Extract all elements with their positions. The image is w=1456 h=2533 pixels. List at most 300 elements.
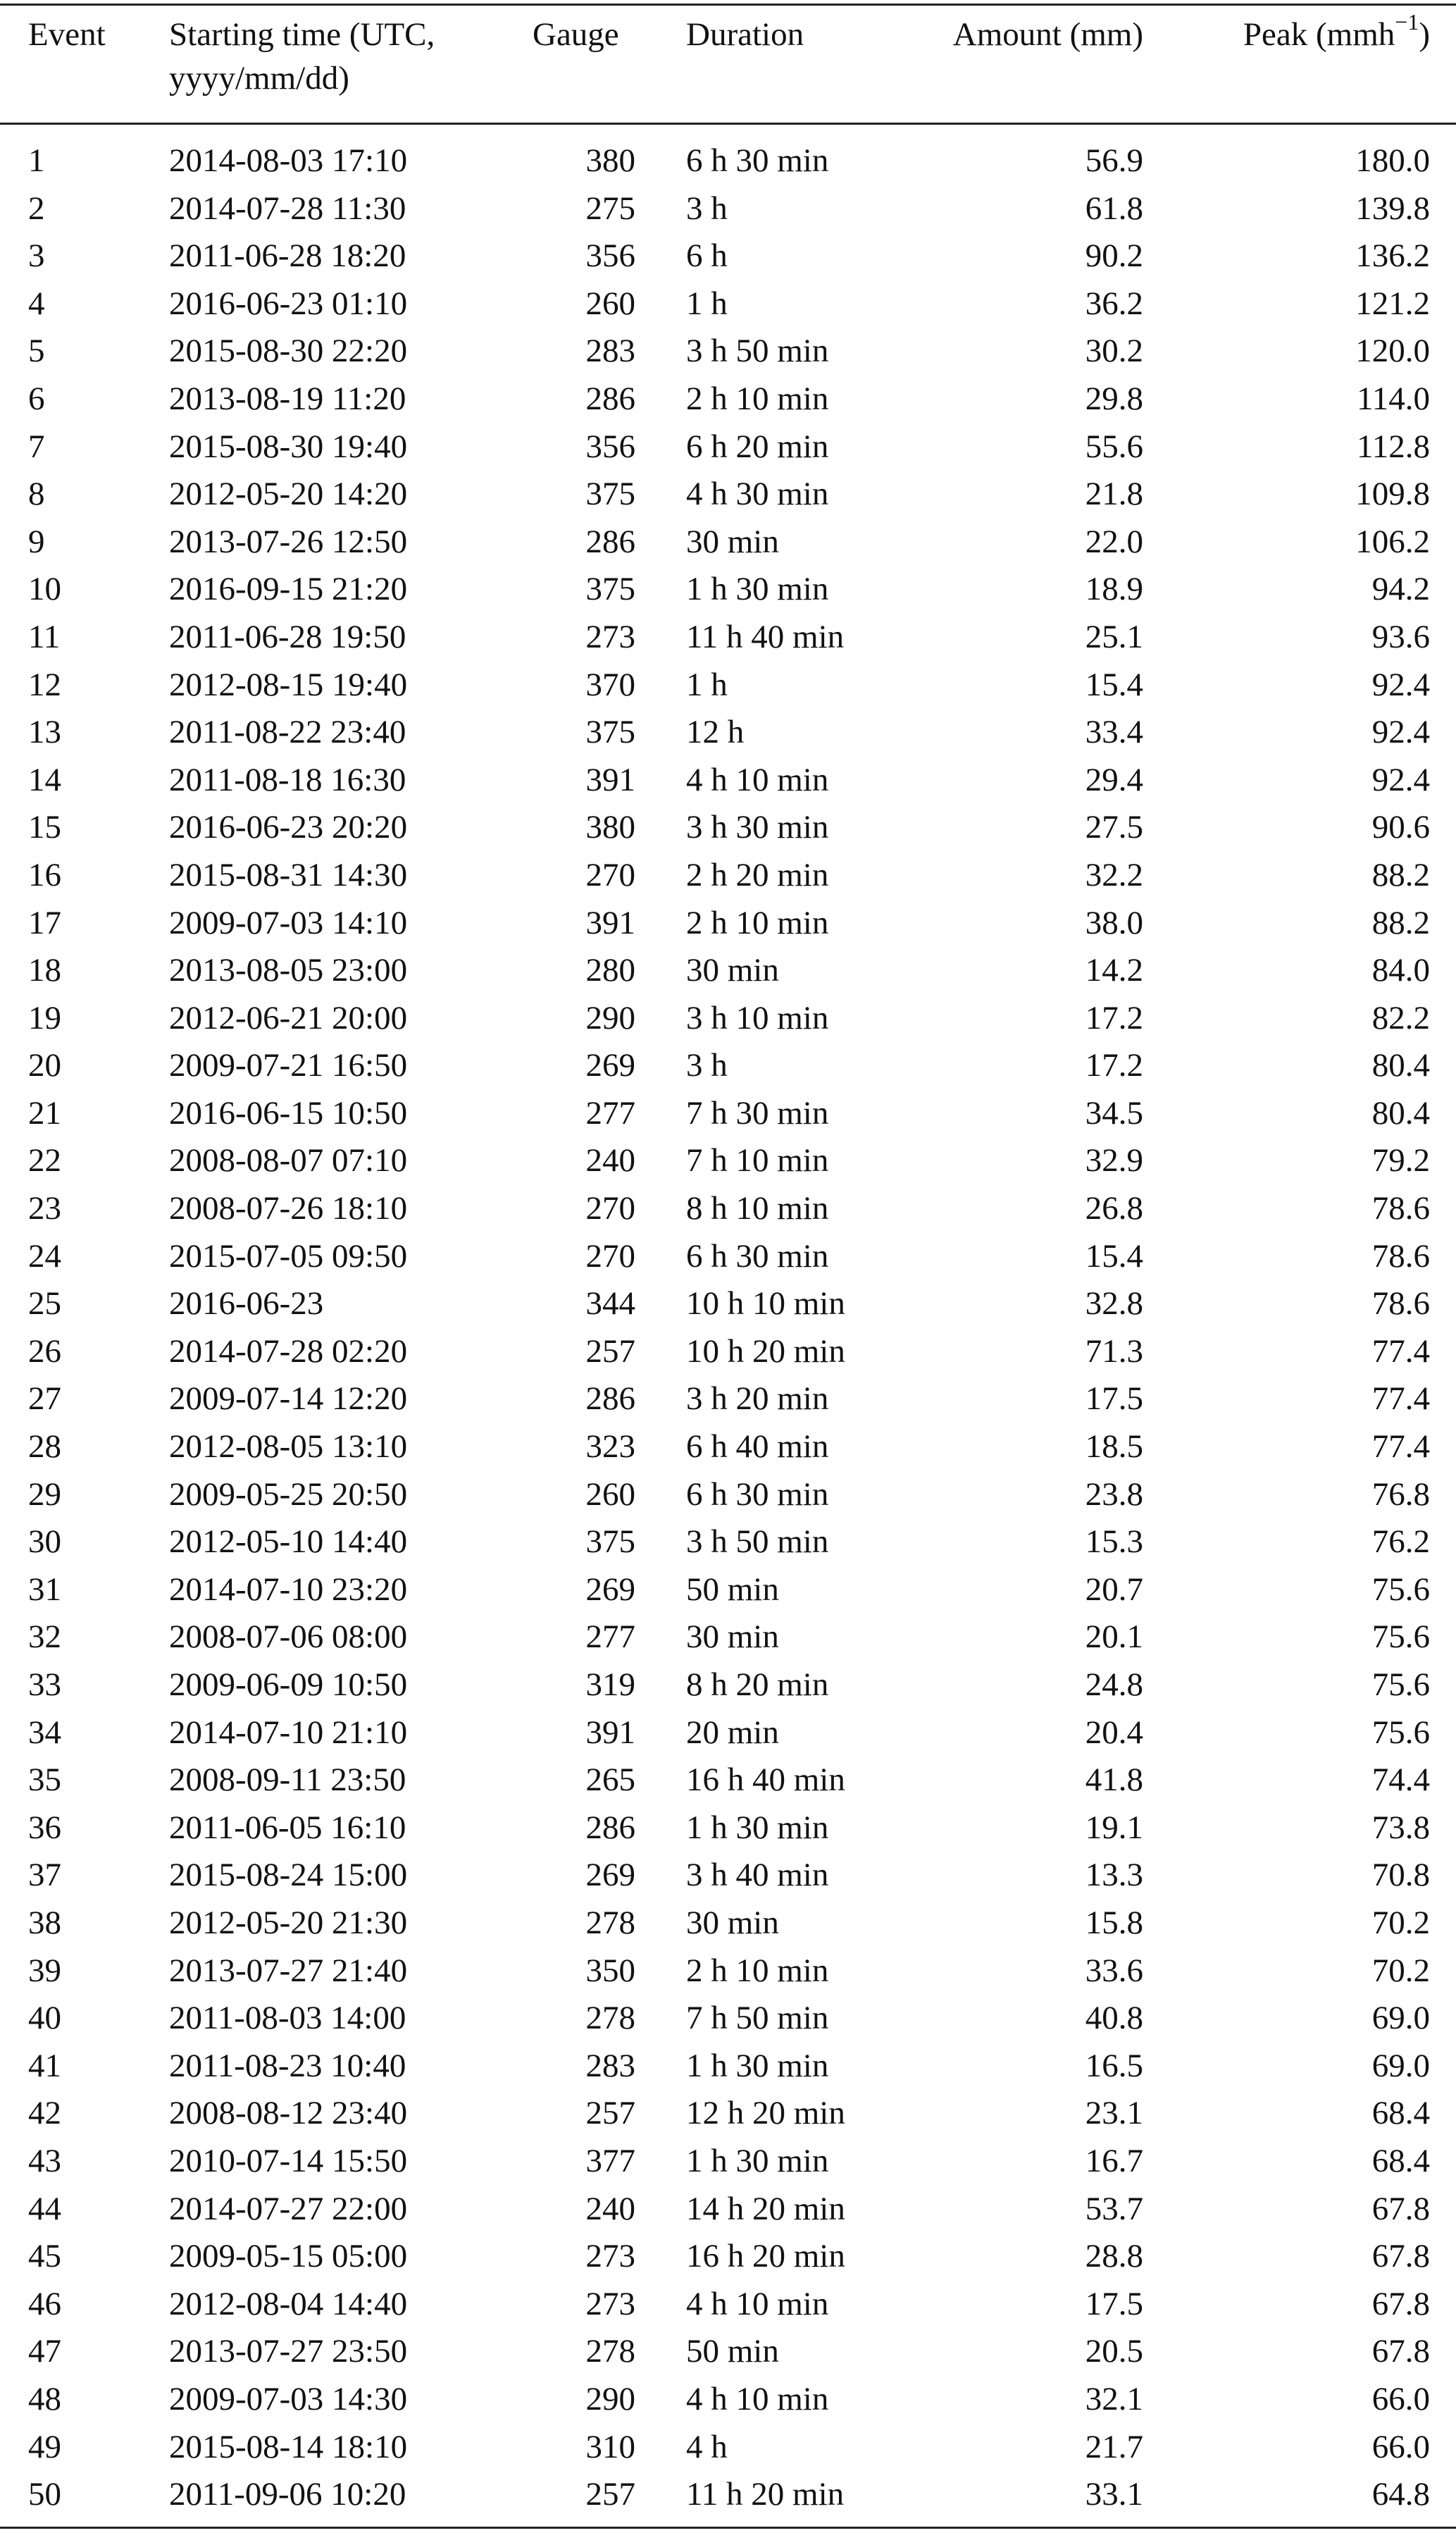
cell-amount: 61.8	[1085, 190, 1143, 227]
table-row	[0, 2328, 1456, 2376]
cell-event: 25	[28, 1285, 61, 1323]
cell-peak: 73.8	[1371, 1809, 1430, 1846]
cell-starting-time: 2010-07-14 15:50	[169, 2142, 408, 2179]
cell-duration: 11 h 40 min	[686, 618, 845, 655]
cell-gauge: 350	[585, 1952, 635, 1989]
cell-gauge: 356	[585, 428, 635, 465]
table-row	[0, 1709, 1456, 1757]
cell-peak: 75.6	[1371, 1618, 1430, 1656]
cell-amount: 22.0	[1085, 523, 1143, 560]
cell-event: 33	[28, 1666, 61, 1703]
cell-starting-time: 2016-06-23	[169, 1285, 324, 1323]
table-row	[0, 852, 1456, 900]
cell-peak: 68.4	[1371, 2095, 1430, 2132]
table-row	[0, 1566, 1456, 1614]
cell-peak: 88.2	[1371, 856, 1430, 893]
cell-duration: 3 h	[686, 190, 728, 227]
cell-starting-time: 2009-06-09 10:50	[169, 1666, 408, 1703]
cell-gauge: 377	[585, 2142, 635, 2179]
cell-starting-time: 2012-08-15 19:40	[169, 666, 408, 703]
cell-event: 42	[28, 2095, 61, 2132]
cell-amount: 28.8	[1085, 2238, 1143, 2275]
table-row	[0, 185, 1456, 233]
cell-peak: 139.8	[1355, 190, 1430, 227]
table-row	[0, 1852, 1456, 1900]
table-row	[0, 1042, 1456, 1090]
cell-starting-time: 2011-06-05 16:10	[169, 1809, 406, 1846]
table-row	[0, 2376, 1456, 2424]
cell-duration: 1 h 30 min	[686, 571, 829, 608]
cell-gauge: 290	[585, 999, 635, 1036]
cell-event: 27	[28, 1380, 61, 1418]
cell-duration: 3 h 30 min	[686, 809, 829, 846]
cell-event: 8	[28, 476, 45, 513]
cell-starting-time: 2014-07-10 23:20	[169, 1571, 408, 1608]
cell-starting-time: 2015-08-31 14:30	[169, 856, 408, 893]
cell-starting-time: 2011-09-06 10:20	[169, 2476, 406, 2513]
cell-event: 19	[28, 999, 61, 1036]
cell-event: 50	[28, 2476, 61, 2513]
cell-peak: 94.2	[1371, 571, 1430, 608]
cell-peak: 67.8	[1371, 2238, 1430, 2275]
header-event: Event	[28, 16, 106, 53]
cell-gauge: 278	[585, 2333, 635, 2370]
cell-amount: 29.8	[1085, 380, 1143, 417]
table-row	[0, 1614, 1456, 1661]
cell-gauge: 286	[585, 1380, 635, 1418]
table-row	[0, 1757, 1456, 1804]
cell-gauge: 260	[585, 285, 635, 322]
cell-gauge: 356	[585, 237, 635, 275]
cell-event: 35	[28, 1761, 61, 1799]
header-duration: Duration	[686, 16, 804, 53]
table-row	[0, 376, 1456, 423]
table-row	[0, 2043, 1456, 2091]
cell-event: 38	[28, 1904, 61, 1941]
cell-amount: 15.8	[1085, 1904, 1143, 1941]
cell-gauge: 265	[585, 1761, 635, 1799]
table-row	[0, 1375, 1456, 1423]
cell-duration: 10 h 10 min	[686, 1285, 845, 1323]
cell-duration: 4 h 10 min	[686, 2380, 829, 2417]
cell-amount: 26.8	[1085, 1190, 1143, 1227]
table-row	[0, 2138, 1456, 2186]
cell-starting-time: 2016-09-15 21:20	[169, 571, 408, 608]
cell-amount: 17.5	[1085, 1380, 1143, 1418]
cell-event: 17	[28, 904, 61, 941]
cell-duration: 1 h 30 min	[686, 2047, 829, 2084]
cell-gauge: 270	[585, 1190, 635, 1227]
cell-peak: 75.6	[1371, 1571, 1430, 1608]
cell-peak: 92.4	[1371, 666, 1430, 703]
cell-event: 30	[28, 1523, 61, 1561]
table-row	[0, 1804, 1456, 1852]
cell-peak: 88.2	[1371, 904, 1430, 941]
cell-starting-time: 2009-07-03 14:30	[169, 2380, 408, 2417]
cell-duration: 2 h 10 min	[686, 1952, 829, 1989]
cell-gauge: 240	[585, 2190, 635, 2227]
cell-amount: 16.7	[1085, 2142, 1143, 2179]
cell-amount: 20.4	[1085, 1714, 1143, 1751]
cell-peak: 66.0	[1371, 2380, 1430, 2417]
cell-peak: 79.2	[1371, 1142, 1430, 1179]
cell-amount: 17.2	[1085, 999, 1143, 1036]
cell-duration: 1 h	[686, 285, 728, 322]
cell-peak: 109.8	[1355, 476, 1430, 513]
cell-event: 47	[28, 2333, 61, 2370]
cell-amount: 16.5	[1085, 2047, 1143, 2084]
cell-starting-time: 2011-08-23 10:40	[169, 2047, 406, 2084]
table-row	[0, 1947, 1456, 1995]
table-row	[0, 2281, 1456, 2329]
cell-amount: 32.2	[1085, 856, 1143, 893]
cell-duration: 6 h 30 min	[686, 1237, 829, 1275]
table-row	[0, 757, 1456, 805]
cell-starting-time: 2009-07-14 12:20	[169, 1380, 408, 1418]
cell-duration: 8 h 10 min	[686, 1190, 829, 1227]
table-row	[0, 423, 1456, 471]
cell-gauge: 380	[585, 809, 635, 846]
table-row	[0, 2233, 1456, 2281]
cell-gauge: 370	[585, 666, 635, 703]
cell-starting-time: 2014-07-10 21:10	[169, 1714, 408, 1751]
cell-event: 39	[28, 1952, 61, 1989]
cell-gauge: 270	[585, 1237, 635, 1275]
cell-duration: 10 h 20 min	[686, 1332, 845, 1370]
table-row	[0, 1471, 1456, 1519]
cell-duration: 2 h 20 min	[686, 856, 829, 893]
table-row	[0, 2471, 1456, 2519]
cell-duration: 14 h 20 min	[686, 2190, 845, 2227]
cell-duration: 6 h 20 min	[686, 428, 829, 465]
cell-starting-time: 2013-08-05 23:00	[169, 952, 408, 989]
header-amount: Amount (mm)	[952, 16, 1143, 53]
table-row	[0, 1661, 1456, 1709]
cell-peak: 84.0	[1371, 952, 1430, 989]
cell-duration: 12 h	[686, 714, 745, 751]
cell-gauge: 275	[585, 190, 635, 227]
cell-amount: 24.8	[1085, 1666, 1143, 1703]
cell-peak: 92.4	[1371, 761, 1430, 798]
cell-starting-time: 2015-08-30 19:40	[169, 428, 408, 465]
cell-amount: 21.8	[1085, 476, 1143, 513]
cell-peak: 82.2	[1371, 999, 1430, 1036]
cell-gauge: 380	[585, 142, 635, 179]
cell-duration: 3 h 40 min	[686, 1857, 829, 1894]
cell-amount: 17.2	[1085, 1047, 1143, 1084]
cell-amount: 23.8	[1085, 1475, 1143, 1513]
table-row	[0, 947, 1456, 995]
cell-peak: 106.2	[1355, 523, 1430, 560]
cell-peak: 70.8	[1371, 1857, 1430, 1894]
table-row	[0, 1518, 1456, 1566]
table-row	[0, 900, 1456, 948]
cell-event: 7	[28, 428, 45, 465]
cell-duration: 7 h 50 min	[686, 2000, 829, 2037]
cell-event: 37	[28, 1857, 61, 1894]
cell-duration: 1 h	[686, 666, 728, 703]
cell-starting-time: 2011-06-28 19:50	[169, 618, 406, 655]
cell-duration: 6 h 40 min	[686, 1428, 829, 1466]
cell-gauge: 257	[585, 2476, 635, 2513]
table-row	[0, 566, 1456, 614]
cell-amount: 32.1	[1085, 2380, 1143, 2417]
cell-event: 41	[28, 2047, 61, 2084]
header-starting-time-line2: yyyy/mm/dd)	[169, 60, 349, 97]
cell-duration: 4 h	[686, 2428, 728, 2465]
table-row	[0, 1328, 1456, 1376]
cell-amount: 23.1	[1085, 2095, 1143, 2132]
cell-event: 3	[28, 237, 45, 275]
cell-amount: 21.7	[1085, 2428, 1143, 2465]
cell-gauge: 375	[585, 476, 635, 513]
cell-duration: 3 h	[686, 1047, 728, 1084]
header-peak-exponent: −1	[1395, 9, 1419, 35]
cell-event: 29	[28, 1475, 61, 1513]
cell-event: 46	[28, 2285, 61, 2322]
cell-gauge: 278	[585, 2000, 635, 2037]
cell-starting-time: 2008-07-06 08:00	[169, 1618, 408, 1656]
table-row	[0, 2186, 1456, 2234]
cell-peak: 75.6	[1371, 1714, 1430, 1751]
cell-amount: 29.4	[1085, 761, 1143, 798]
cell-duration: 3 h 50 min	[686, 1523, 829, 1561]
cell-duration: 30 min	[686, 1618, 779, 1656]
cell-starting-time: 2012-05-20 21:30	[169, 1904, 408, 1941]
cell-peak: 90.6	[1371, 809, 1430, 846]
cell-amount: 17.5	[1085, 2285, 1143, 2322]
cell-duration: 3 h 20 min	[686, 1380, 829, 1418]
cell-starting-time: 2015-08-24 15:00	[169, 1857, 408, 1894]
cell-event: 31	[28, 1571, 61, 1608]
cell-starting-time: 2008-08-12 23:40	[169, 2095, 408, 2132]
cell-duration: 6 h 30 min	[686, 142, 829, 179]
cell-amount: 90.2	[1085, 237, 1143, 275]
cell-event: 45	[28, 2238, 61, 2275]
cell-starting-time: 2014-07-27 22:00	[169, 2190, 408, 2227]
cell-amount: 27.5	[1085, 809, 1143, 846]
cell-gauge: 269	[585, 1047, 635, 1084]
cell-peak: 114.0	[1356, 380, 1430, 417]
cell-duration: 16 h 40 min	[686, 1761, 845, 1799]
cell-duration: 20 min	[686, 1714, 779, 1751]
cell-event: 28	[28, 1428, 61, 1466]
cell-starting-time: 2011-08-22 23:40	[169, 714, 406, 751]
table-row	[0, 2090, 1456, 2138]
cell-amount: 20.1	[1085, 1618, 1143, 1656]
table-row	[0, 1185, 1456, 1233]
cell-gauge: 280	[585, 952, 635, 989]
cell-amount: 56.9	[1085, 142, 1143, 179]
cell-amount: 34.5	[1085, 1094, 1143, 1132]
cell-duration: 1 h 30 min	[686, 2142, 829, 2179]
cell-peak: 78.6	[1371, 1285, 1430, 1323]
cell-gauge: 391	[585, 904, 635, 941]
cell-starting-time: 2013-07-26 12:50	[169, 523, 408, 560]
table-row	[0, 328, 1456, 376]
table-row	[0, 1995, 1456, 2043]
cell-event: 49	[28, 2428, 61, 2465]
cell-peak: 64.8	[1371, 2476, 1430, 2513]
cell-event: 34	[28, 1714, 61, 1751]
cell-amount: 15.4	[1085, 1237, 1143, 1275]
cell-amount: 19.1	[1085, 1809, 1143, 1846]
cell-peak: 77.4	[1371, 1428, 1430, 1466]
table-header-rule	[0, 123, 1456, 125]
cell-peak: 67.8	[1371, 2190, 1430, 2227]
table-row	[0, 233, 1456, 280]
cell-duration: 50 min	[686, 1571, 779, 1608]
cell-amount: 20.5	[1085, 2333, 1143, 2370]
cell-event: 11	[28, 618, 61, 655]
cell-duration: 7 h 30 min	[686, 1094, 829, 1132]
table-row	[0, 280, 1456, 328]
cell-starting-time: 2011-06-28 18:20	[169, 237, 406, 275]
cell-event: 18	[28, 952, 61, 989]
cell-starting-time: 2012-08-05 13:10	[169, 1428, 408, 1466]
cell-peak: 66.0	[1371, 2428, 1430, 2465]
cell-starting-time: 2012-05-20 14:20	[169, 476, 408, 513]
cell-event: 4	[28, 285, 45, 322]
cell-duration: 3 h 10 min	[686, 999, 829, 1036]
table-row	[0, 1090, 1456, 1138]
cell-peak: 69.0	[1371, 2000, 1430, 2037]
cell-amount: 55.6	[1085, 428, 1143, 465]
cell-event: 10	[28, 571, 61, 608]
table-row	[0, 662, 1456, 710]
cell-duration: 4 h 10 min	[686, 2285, 829, 2322]
cell-gauge: 344	[585, 1285, 635, 1323]
table-row	[0, 1900, 1456, 1947]
header-peak	[1243, 9, 1430, 56]
cell-event: 2	[28, 190, 45, 227]
cell-gauge: 278	[585, 1904, 635, 1941]
cell-event: 21	[28, 1094, 61, 1132]
cell-starting-time: 2012-06-21 20:00	[169, 999, 408, 1036]
cell-starting-time: 2008-07-26 18:10	[169, 1190, 408, 1227]
cell-duration: 2 h 10 min	[686, 904, 829, 941]
cell-event: 16	[28, 856, 61, 893]
cell-duration: 11 h 20 min	[686, 2476, 845, 2513]
cell-gauge: 286	[585, 523, 635, 560]
cell-event: 26	[28, 1332, 61, 1370]
cell-peak: 112.8	[1356, 428, 1430, 465]
cell-gauge: 375	[585, 714, 635, 751]
cell-duration: 4 h 30 min	[686, 476, 829, 513]
cell-gauge: 323	[585, 1428, 635, 1466]
cell-peak: 77.4	[1371, 1380, 1430, 1418]
cell-peak: 120.0	[1355, 333, 1430, 370]
cell-peak: 67.8	[1371, 2285, 1430, 2322]
cell-starting-time: 2009-07-21 16:50	[169, 1047, 408, 1084]
cell-gauge: 273	[585, 618, 635, 655]
header-gauge: Gauge	[533, 16, 619, 53]
cell-duration: 50 min	[686, 2333, 779, 2370]
cell-peak: 92.4	[1371, 714, 1430, 751]
cell-event: 15	[28, 809, 61, 846]
cell-duration: 8 h 20 min	[686, 1666, 829, 1703]
cell-event: 36	[28, 1809, 61, 1846]
cell-gauge: 269	[585, 1857, 635, 1894]
cell-event: 32	[28, 1618, 61, 1656]
cell-event: 20	[28, 1047, 61, 1084]
cell-starting-time: 2012-05-10 14:40	[169, 1523, 408, 1561]
cell-gauge: 273	[585, 2238, 635, 2275]
cell-peak: 76.2	[1371, 1523, 1430, 1561]
cell-peak: 68.4	[1371, 2142, 1430, 2179]
cell-duration: 1 h 30 min	[686, 1809, 829, 1846]
cell-amount: 32.8	[1085, 1285, 1143, 1323]
cell-gauge: 286	[585, 380, 635, 417]
cell-duration: 16 h 20 min	[686, 2238, 845, 2275]
table-row	[0, 137, 1456, 185]
cell-gauge: 290	[585, 2380, 635, 2417]
cell-peak: 80.4	[1371, 1094, 1430, 1132]
cell-amount: 18.5	[1085, 1428, 1143, 1466]
cell-starting-time: 2011-08-03 14:00	[169, 2000, 406, 2037]
cell-gauge: 283	[585, 333, 635, 370]
cell-starting-time: 2013-08-19 11:20	[169, 380, 406, 417]
cell-gauge: 240	[585, 1142, 635, 1179]
cell-event: 12	[28, 666, 61, 703]
cell-amount: 53.7	[1085, 2190, 1143, 2227]
cell-duration: 6 h	[686, 237, 728, 275]
cell-starting-time: 2014-07-28 11:30	[169, 190, 406, 227]
cell-amount: 33.1	[1085, 2476, 1143, 2513]
cell-duration: 3 h 50 min	[686, 333, 829, 370]
header-starting-time-line1: Starting time (UTC,	[169, 16, 435, 53]
cell-gauge: 270	[585, 856, 635, 893]
cell-event: 24	[28, 1237, 61, 1275]
cell-gauge: 375	[585, 1523, 635, 1561]
cell-starting-time: 2014-08-03 17:10	[169, 142, 408, 179]
cell-starting-time: 2015-08-30 22:20	[169, 333, 408, 370]
cell-amount: 33.4	[1085, 714, 1143, 751]
cell-amount: 25.1	[1085, 618, 1143, 655]
table-header	[0, 0, 1456, 123]
cell-gauge: 273	[585, 2285, 635, 2322]
cell-starting-time: 2016-06-23 20:20	[169, 809, 408, 846]
cell-starting-time: 2012-08-04 14:40	[169, 2285, 408, 2322]
cell-starting-time: 2015-08-14 18:10	[169, 2428, 408, 2465]
cell-event: 43	[28, 2142, 61, 2179]
cell-amount: 38.0	[1085, 904, 1143, 941]
cell-peak: 74.4	[1371, 1761, 1430, 1799]
cell-duration: 12 h 20 min	[686, 2095, 845, 2132]
table-row	[0, 2424, 1456, 2472]
cell-event: 40	[28, 2000, 61, 2037]
cell-gauge: 391	[585, 1714, 635, 1751]
cell-gauge: 310	[585, 2428, 635, 2465]
table-row	[0, 519, 1456, 566]
cell-starting-time: 2009-07-03 14:10	[169, 904, 408, 941]
cell-peak: 121.2	[1355, 285, 1430, 322]
cell-peak: 78.6	[1371, 1190, 1430, 1227]
cell-amount: 36.2	[1085, 285, 1143, 322]
cell-peak: 69.0	[1371, 2047, 1430, 2084]
cell-peak: 78.6	[1371, 1237, 1430, 1275]
cell-amount: 33.6	[1085, 1952, 1143, 1989]
cell-gauge: 260	[585, 1475, 635, 1513]
cell-amount: 32.9	[1085, 1142, 1143, 1179]
cell-amount: 18.9	[1085, 571, 1143, 608]
header-peak-close: )	[1419, 16, 1430, 53]
cell-gauge: 277	[585, 1618, 635, 1656]
cell-duration: 4 h 10 min	[686, 761, 829, 798]
cell-duration: 30 min	[686, 1904, 779, 1941]
table-row	[0, 471, 1456, 519]
table-row	[0, 709, 1456, 757]
